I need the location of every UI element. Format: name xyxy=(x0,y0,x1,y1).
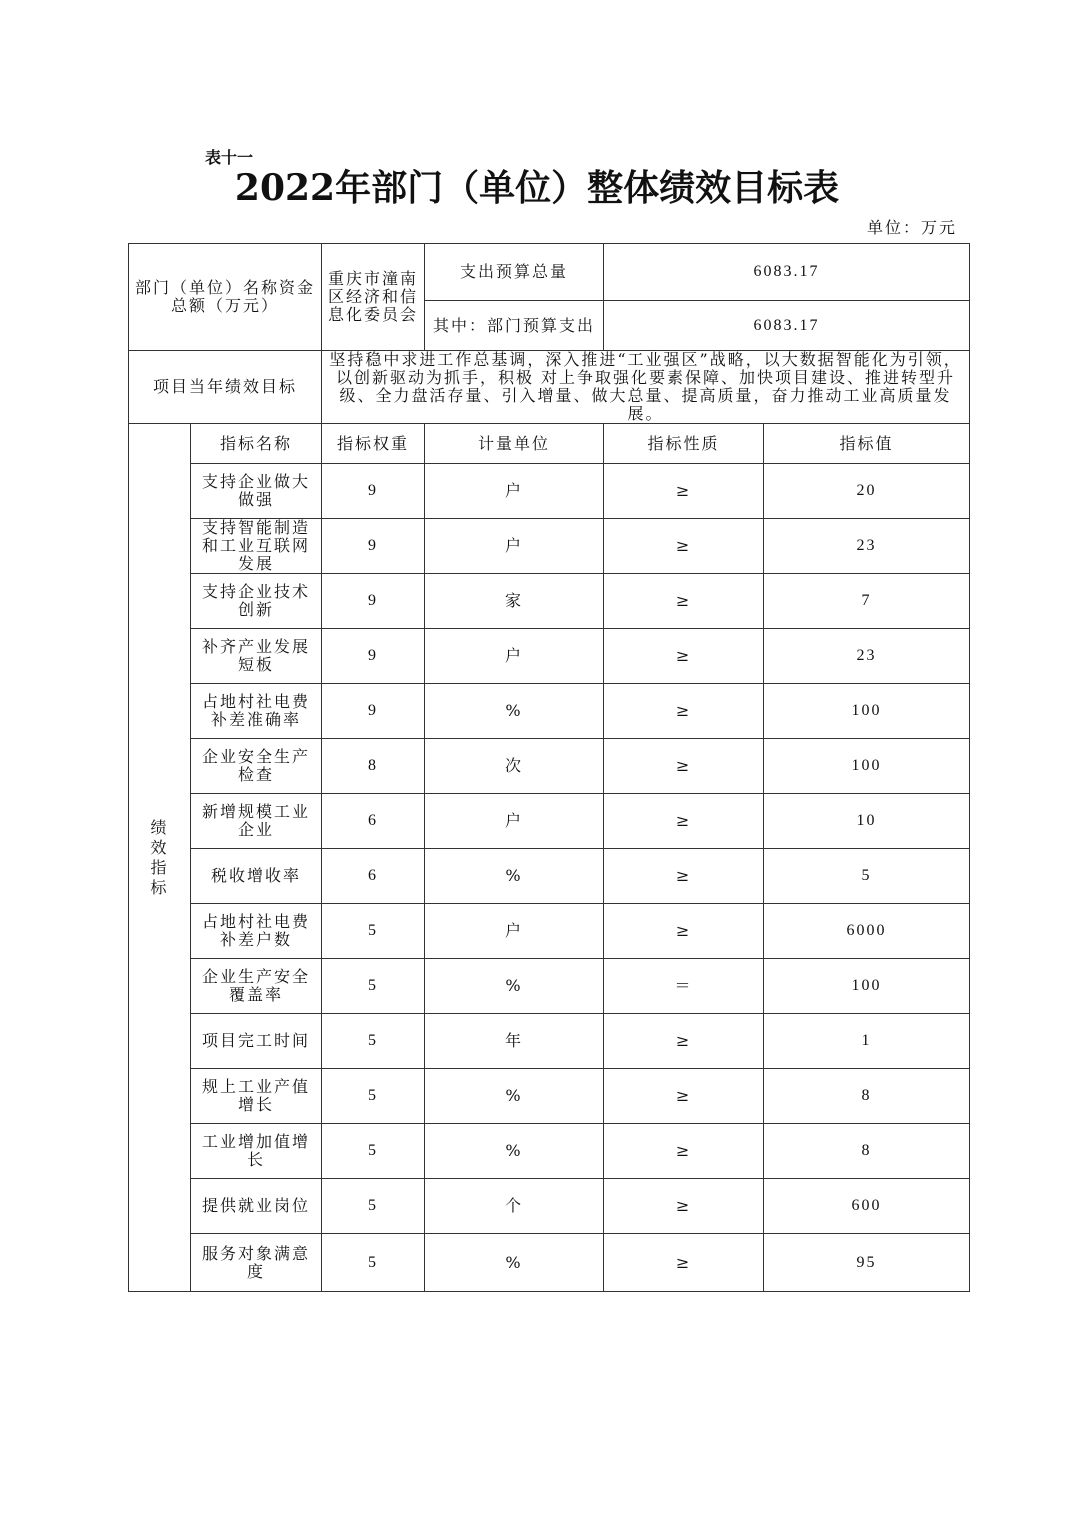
column-header-value: 指标值 xyxy=(764,424,970,464)
indicator-name-cell: 企业安全生产检查 xyxy=(191,739,322,794)
dept-budget-label: 其中：部门预算支出 xyxy=(425,301,604,351)
performance-table xyxy=(128,243,970,1292)
table-row xyxy=(129,629,970,684)
indicator-weight-cell: 5 xyxy=(322,1014,425,1069)
indicator-weight-cell: 6 xyxy=(322,849,425,904)
indicator-nature-cell: ≥ xyxy=(604,1014,764,1069)
indicator-name-cell: 支持企业做大做强 xyxy=(191,464,322,519)
dept-label-cell: 部门（单位）名称资金总额（万元） xyxy=(129,244,322,351)
indicator-value-cell: 8 xyxy=(764,1069,970,1124)
column-header-name: 指标名称 xyxy=(191,424,322,464)
indicator-weight-cell: 5 xyxy=(322,904,425,959)
indicator-name-cell: 占地村社电费补差准确率 xyxy=(191,684,322,739)
indicator-nature-cell: ≥ xyxy=(604,574,764,629)
indicator-nature-cell: ≥ xyxy=(604,739,764,794)
indicator-nature-cell: ≥ xyxy=(604,519,764,574)
indicator-weight-cell: 9 xyxy=(322,519,425,574)
table-row xyxy=(129,794,970,849)
indicator-unit-cell: % xyxy=(425,1234,604,1292)
indicator-nature-cell: ≥ xyxy=(604,684,764,739)
table-row xyxy=(129,684,970,739)
goal-label-cell: 项目当年绩效目标 xyxy=(129,351,322,424)
table-row xyxy=(129,574,970,629)
indicator-weight-cell: 6 xyxy=(322,794,425,849)
indicator-unit-cell: 户 xyxy=(425,519,604,574)
indicator-name-cell: 企业生产安全覆盖率 xyxy=(191,959,322,1014)
table-row xyxy=(129,849,970,904)
column-header-unit: 计量单位 xyxy=(425,424,604,464)
indicator-weight-cell: 9 xyxy=(322,629,425,684)
column-header-nature: 指标性质 xyxy=(604,424,764,464)
indicator-unit-cell: 次 xyxy=(425,739,604,794)
column-header-weight: 指标权重 xyxy=(322,424,425,464)
indicator-value-cell: 20 xyxy=(764,464,970,519)
indicator-weight-cell: 5 xyxy=(322,1124,425,1179)
indicator-name-cell: 项目完工时间 xyxy=(191,1014,322,1069)
indicator-value-cell: 23 xyxy=(764,519,970,574)
page-title: 2022年部门（单位）整体绩效目标表 xyxy=(234,167,840,209)
indicator-name-cell: 支持企业技术创新 xyxy=(191,574,322,629)
indicator-value-cell: 23 xyxy=(764,629,970,684)
indicator-unit-cell: % xyxy=(425,959,604,1014)
unit-note: 单位：万元 xyxy=(866,218,957,237)
indicator-nature-cell: ≥ xyxy=(604,1069,764,1124)
indicator-nature-cell: ≥ xyxy=(604,1124,764,1179)
indicator-unit-cell: 户 xyxy=(425,794,604,849)
indicator-value-cell: 100 xyxy=(764,959,970,1014)
dept-budget-value: 6083.17 xyxy=(604,301,970,351)
indicator-weight-cell: 5 xyxy=(322,1234,425,1292)
indicator-weight-cell: 5 xyxy=(322,1179,425,1234)
indicator-name-cell: 补齐产业发展短板 xyxy=(191,629,322,684)
indicator-nature-cell: ＝ xyxy=(604,959,764,1014)
indicator-name-cell: 税收增收率 xyxy=(191,849,322,904)
total-budget-label: 支出预算总量 xyxy=(425,244,604,301)
indicator-unit-cell: % xyxy=(425,1124,604,1179)
table-row xyxy=(129,959,970,1014)
indicator-section-text: 绩效指标 xyxy=(150,817,169,897)
indicator-weight-cell: 5 xyxy=(322,959,425,1014)
table-row xyxy=(129,1124,970,1179)
indicator-nature-cell: ≥ xyxy=(604,1179,764,1234)
indicator-unit-cell: 家 xyxy=(425,574,604,629)
indicator-value-cell: 7 xyxy=(764,574,970,629)
indicator-weight-cell: 9 xyxy=(322,464,425,519)
indicator-name-cell: 工业增加值增长 xyxy=(191,1124,322,1179)
indicator-value-cell: 100 xyxy=(764,684,970,739)
indicator-value-cell: 100 xyxy=(764,739,970,794)
table-row xyxy=(129,739,970,794)
indicator-unit-cell: 户 xyxy=(425,464,604,519)
indicator-weight-cell: 8 xyxy=(322,739,425,794)
indicator-unit-cell: 年 xyxy=(425,1014,604,1069)
table-row xyxy=(129,1014,970,1069)
indicator-value-cell: 10 xyxy=(764,794,970,849)
table-row xyxy=(129,1234,970,1292)
indicator-unit-cell: % xyxy=(425,684,604,739)
table-label: 表十一 xyxy=(205,148,254,167)
indicator-unit-cell: 户 xyxy=(425,904,604,959)
total-budget-value: 6083.17 xyxy=(604,244,970,301)
indicator-nature-cell: ≥ xyxy=(604,849,764,904)
table-row xyxy=(129,519,970,574)
indicator-nature-cell: ≥ xyxy=(604,1234,764,1292)
dept-name-cell: 重庆市潼南区经济和信息化委员会 xyxy=(322,244,425,351)
indicator-name-cell: 支持智能制造和工业互联网发展 xyxy=(191,519,322,574)
indicator-nature-cell: ≥ xyxy=(604,464,764,519)
indicator-nature-cell: ≥ xyxy=(604,904,764,959)
table-row xyxy=(129,1069,970,1124)
indicator-unit-cell: 个 xyxy=(425,1179,604,1234)
table-row xyxy=(129,904,970,959)
indicator-name-cell: 新增规模工业企业 xyxy=(191,794,322,849)
goal-text-cell: 坚持稳中求进工作总基调，深入推进“工业强区”战略，以大数据智能化为引领，以创新驱动为抓手，积极 对上争取强化要素保障、加快项目建设、推进转型升级、全力盘活存量、引入增量、做大总量、提高质量，奋力推动工业高质量发展。 xyxy=(322,351,970,424)
indicator-weight-cell: 9 xyxy=(322,684,425,739)
table-row xyxy=(129,464,970,519)
indicator-name-cell: 占地村社电费补差户数 xyxy=(191,904,322,959)
indicator-nature-cell: ≥ xyxy=(604,794,764,849)
indicator-weight-cell: 5 xyxy=(322,1069,425,1124)
indicator-name-cell: 服务对象满意度 xyxy=(191,1234,322,1292)
indicator-unit-cell: % xyxy=(425,1069,604,1124)
indicator-unit-cell: % xyxy=(425,849,604,904)
indicator-unit-cell: 户 xyxy=(425,629,604,684)
indicator-nature-cell: ≥ xyxy=(604,629,764,684)
indicator-value-cell: 6000 xyxy=(764,904,970,959)
indicator-value-cell: 600 xyxy=(764,1179,970,1234)
indicator-value-cell: 8 xyxy=(764,1124,970,1179)
indicator-weight-cell: 9 xyxy=(322,574,425,629)
indicator-value-cell: 95 xyxy=(764,1234,970,1292)
indicator-name-cell: 提供就业岗位 xyxy=(191,1179,322,1234)
indicator-value-cell: 5 xyxy=(764,849,970,904)
indicator-section-label xyxy=(129,424,191,1292)
indicator-value-cell: 1 xyxy=(764,1014,970,1069)
indicator-name-cell: 规上工业产值增长 xyxy=(191,1069,322,1124)
table-row xyxy=(129,1179,970,1234)
